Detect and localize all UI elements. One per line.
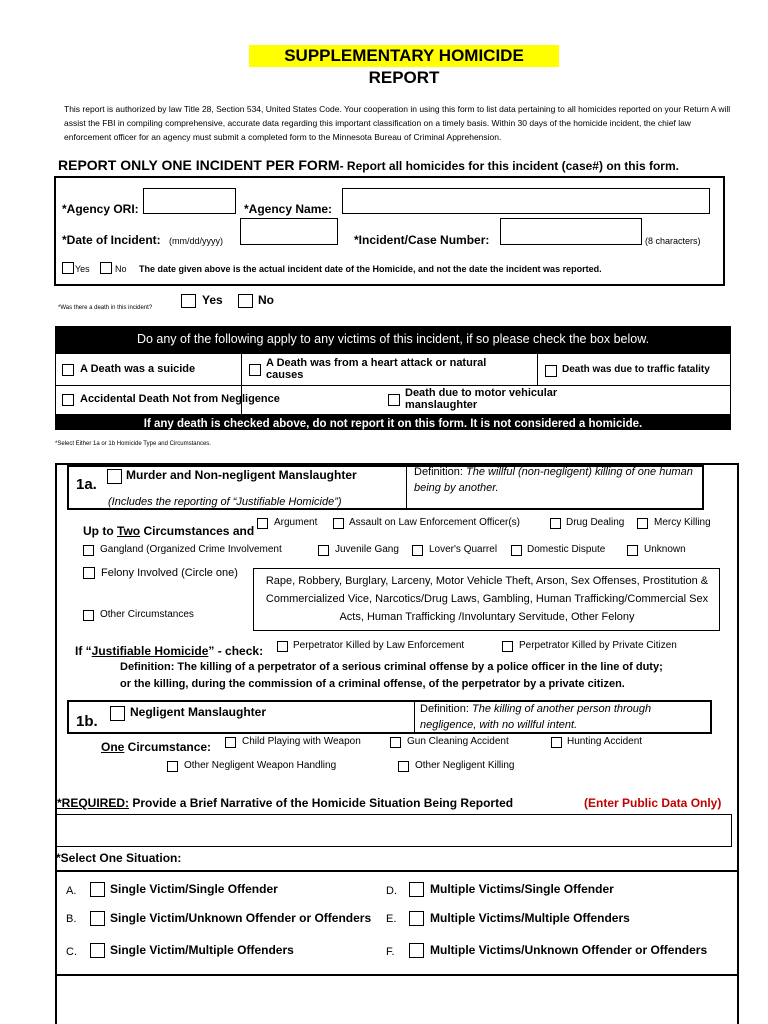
situation-d-letter: D. — [386, 885, 397, 897]
narrative-label: *REQUIRED: Provide a Brief Narrative of the Homicide Situation Being Reported — [57, 796, 514, 810]
circ-felony-checkbox[interactable] — [83, 567, 95, 579]
situation-label: *Select One Situation: — [56, 851, 182, 865]
situation-b-letter: B. — [66, 913, 77, 925]
circ-juvenile-label: Juvenile Gang — [335, 544, 399, 555]
neg-hunting-label: Hunting Accident — [567, 736, 643, 747]
situation-d-label: Multiple Victims/Single Offender — [430, 882, 614, 896]
situation-a-label: Single Victim/Single Offender — [110, 882, 278, 896]
one-circumstance-label: One Circumstance: — [101, 740, 212, 754]
date-actual-no-checkbox[interactable] — [100, 262, 112, 274]
circ-lovers-checkbox[interactable] — [412, 545, 423, 556]
select-note: *Select Either 1a or 1b Homicide Type and Circumstances. — [55, 441, 211, 447]
date-actual-no-label: No — [115, 264, 127, 274]
section-1a-sub: (Includes the reporting of “Justifiable Homicide”) — [108, 496, 342, 508]
heart-attack-checkbox[interactable] — [249, 364, 261, 376]
neg-other-killing-label: Other Negligent Killing — [415, 760, 515, 771]
situation-e-letter: E. — [386, 913, 397, 925]
circ-argument-label: Argument — [274, 517, 318, 528]
heart-attack-label: A Death was from a heart attack or natural causes — [266, 357, 487, 381]
section-1b-label: Negligent Manslaughter — [130, 705, 267, 719]
neg-other-killing-checkbox[interactable] — [398, 761, 409, 772]
situation-f-label: Multiple Victims/Unknown Offender or Offenders — [430, 943, 708, 957]
situation-a-letter: A. — [66, 885, 77, 897]
circ-felony-label: Felony Involved (Circle one) — [101, 567, 238, 579]
apply-grid-vline-1 — [241, 353, 242, 416]
traffic-fatality-checkbox[interactable] — [545, 365, 557, 377]
section-1b-definition: Definition: The killing of another person through negligence, with no willful intent. — [420, 703, 652, 731]
circ-mercy-label: Mercy Killing — [654, 517, 711, 528]
suicide-checkbox[interactable] — [62, 364, 74, 376]
date-statement: The date given above is the actual incident date of the Homicide, and not the date the incident was reported. — [139, 264, 602, 274]
death-no-label: No — [258, 293, 274, 307]
case-number-input[interactable] — [500, 218, 642, 245]
situation-c-letter: C. — [66, 946, 77, 958]
situation-c-checkbox[interactable] — [90, 943, 105, 958]
traffic-fatality-label: Death was due to traffic fatality — [562, 364, 710, 375]
agency-name-label: *Agency Name: — [244, 202, 333, 216]
circ-mercy-checkbox[interactable] — [637, 518, 648, 529]
neg-child-label: Child Playing with Weapon — [242, 736, 361, 747]
death-question-label: *Was there a death in this incident? — [58, 305, 153, 311]
neg-other-weapon-label: Other Negligent Weapon Handling — [184, 760, 337, 771]
situation-d-checkbox[interactable] — [409, 882, 424, 897]
section-1a-definition: Definition: The willful (non-negligent) killing of one human being by another. — [414, 466, 693, 494]
page-title: SUPPLEMENTARY HOMICIDE REPORT — [249, 45, 559, 67]
apply-header: Do any of the following apply to any victims of this incident, if so please check the box below. — [55, 326, 731, 353]
death-no-checkbox[interactable] — [238, 294, 253, 308]
apply-footer: If any death is checked above, do not report it on this form. It is not considered a homicide. — [55, 414, 731, 430]
just-private-citizen-label: Perpetrator Killed by Private Citizen — [519, 640, 677, 651]
circ-unknown-label: Unknown — [644, 544, 686, 555]
intro-text: This report is authorized by law Title 28, Section 534, United States Code. Your cooperation in using this form to list data pertaining to all homicides reported on your Return A will assist the FBI in compiling comprehensive, accurate data regarding this important classification on a timely basis. Within 30 days of the homicide incident, the chief law enforcement officer for an agency must submit a completed form to the Minnesota Bureau of Criminal Apprehension. — [64, 104, 731, 142]
situation-a-checkbox[interactable] — [90, 882, 105, 897]
situation-e-checkbox[interactable] — [409, 911, 424, 926]
just-law-enforcement-label: Perpetrator Killed by Law Enforcement — [293, 640, 465, 651]
neg-child-checkbox[interactable] — [225, 737, 236, 748]
circ-gangland-checkbox[interactable] — [83, 545, 94, 556]
circ-assault-checkbox[interactable] — [333, 518, 344, 529]
neg-gun-checkbox[interactable] — [390, 737, 401, 748]
circ-drug-checkbox[interactable] — [550, 518, 561, 529]
situation-b-checkbox[interactable] — [90, 911, 105, 926]
section-1b-number: 1b. — [76, 713, 98, 730]
section-1b-checkbox[interactable] — [110, 706, 125, 721]
date-of-incident-label: *Date of Incident: — [62, 233, 161, 247]
section-1a-number: 1a. — [76, 476, 97, 493]
agency-ori-label: *Agency ORI: — [62, 202, 139, 216]
date-actual-yes-label: Yes — [75, 264, 90, 274]
circ-juvenile-checkbox[interactable] — [318, 545, 329, 556]
just-private-citizen-checkbox[interactable] — [502, 641, 513, 652]
section-1a-label: Murder and Non-negligent Manslaughter — [126, 468, 357, 482]
situation-e-label: Multiple Victims/Multiple Offenders — [430, 911, 630, 925]
neg-gun-label: Gun Cleaning Accident — [407, 736, 509, 747]
justifiable-label: If “Justifiable Homicide” - check: — [75, 644, 264, 658]
case-number-label: *Incident/Case Number: — [354, 233, 490, 247]
circ-unknown-checkbox[interactable] — [627, 545, 638, 556]
circ-domestic-label: Domestic Dispute — [527, 544, 606, 555]
date-hint: (mm/dd/yyyy) — [169, 236, 223, 246]
date-actual-yes-checkbox[interactable] — [62, 262, 74, 274]
accidental-death-label: Accidental Death Not from Negligence — [80, 393, 280, 405]
circumstances-label: Up to Two Circumstances and — [83, 524, 255, 538]
felony-list: Rape, Robbery, Burglary, Larceny, Motor Vehicle Theft, Arson, Sex Offenses, Prostitution & Commercialized Vice, Narcotics/Drug Laws, Gambling, Human Trafficking/Commercial Sex Acts, Human Trafficking /Involuntary Servitude, Other Felony — [265, 575, 709, 623]
narrative-input[interactable] — [56, 814, 732, 847]
agency-name-input[interactable] — [342, 188, 710, 214]
section-1a-checkbox[interactable] — [107, 469, 122, 484]
death-yes-label: Yes — [202, 293, 223, 307]
circ-assault-label: Assault on Law Enforcement Officer(s) — [349, 517, 520, 528]
motor-vehicle-label: Death due to motor vehicular manslaughter — [405, 387, 558, 411]
neg-hunting-checkbox[interactable] — [551, 737, 562, 748]
apply-grid-hline — [55, 385, 731, 386]
accidental-death-checkbox[interactable] — [62, 394, 74, 406]
circ-lovers-label: Lover's Quarrel — [429, 544, 498, 555]
public-data-note: (Enter Public Data Only) — [584, 796, 722, 810]
case-hint: (8 characters) — [645, 236, 701, 246]
suicide-label: A Death was a suicide — [80, 363, 196, 375]
justifiable-def-2: or the killing, during the commission of a criminal offense, of the perpetrator by a private citizen. — [120, 678, 625, 690]
circ-other-label: Other Circumstances — [100, 609, 194, 620]
circ-drug-label: Drug Dealing — [566, 517, 625, 528]
apply-grid-vline-2 — [537, 353, 538, 385]
circ-domestic-checkbox[interactable] — [511, 545, 522, 556]
section-1b-divider — [414, 700, 415, 734]
situation-f-checkbox[interactable] — [409, 943, 424, 958]
agency-ori-input[interactable] — [143, 188, 236, 214]
situation-c-label: Single Victim/Multiple Offenders — [110, 943, 294, 957]
circ-gangland-label: Gangland (Organized Crime Involvement — [100, 544, 282, 555]
one-incident-line: REPORT ONLY ONE INCIDENT PER FORM- Report all homicides for this incident (case#) on this form. — [58, 157, 679, 173]
neg-other-weapon-checkbox[interactable] — [167, 761, 178, 772]
section-1a-divider — [406, 465, 407, 510]
justifiable-def-1: Definition: The killing of a perpetrator of a serious criminal offense by a police officer in the line of duty; — [120, 661, 663, 673]
situation-b-label: Single Victim/Unknown Offender or Offenders — [110, 911, 372, 925]
situation-f-letter: F. — [386, 946, 395, 958]
motor-vehicle-checkbox[interactable] — [388, 394, 400, 406]
circ-argument-checkbox[interactable] — [257, 518, 268, 529]
just-law-enforcement-checkbox[interactable] — [277, 641, 288, 652]
circ-other-checkbox[interactable] — [83, 610, 94, 621]
date-of-incident-input[interactable] — [240, 218, 338, 245]
death-yes-checkbox[interactable] — [181, 294, 196, 308]
